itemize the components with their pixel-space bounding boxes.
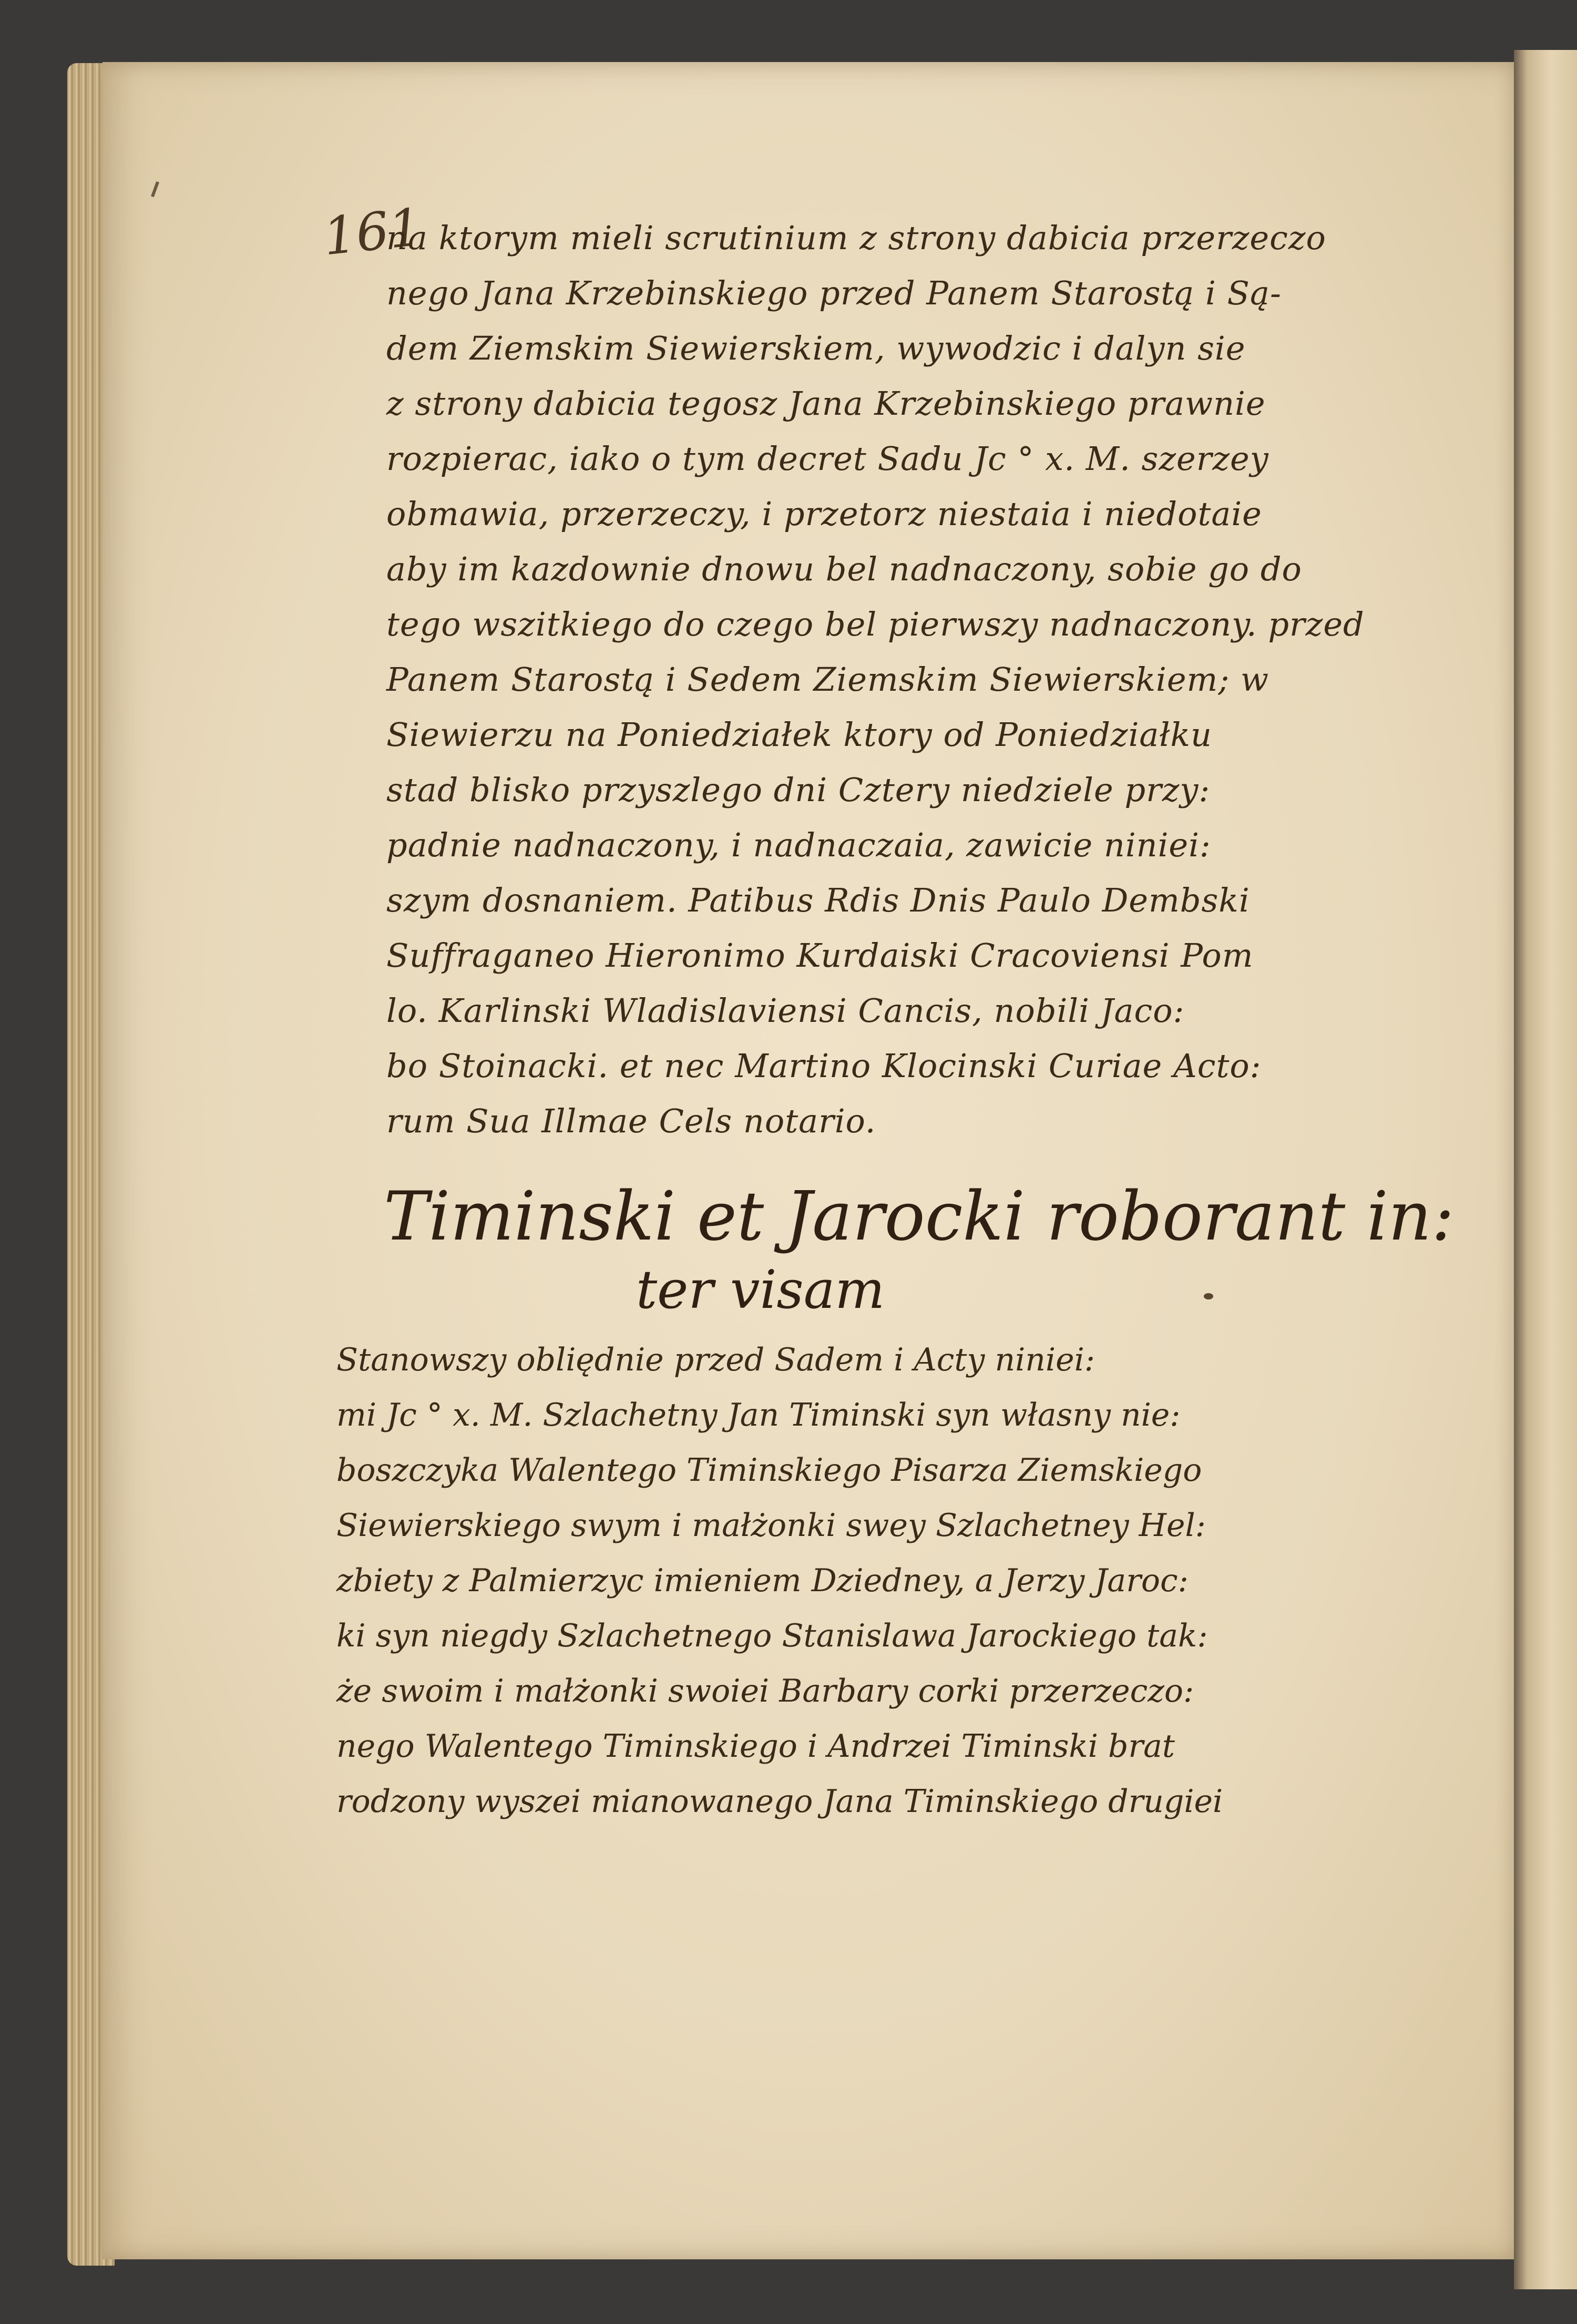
text-line: boszczyka Walentego Timinskiego Pisarza Ziemskiego — [336, 1452, 1202, 1489]
text-line: że swoim i małżonki swoiei Barbary corki przerzeczo: — [336, 1673, 1194, 1709]
text-line: rodzony wyszei mianowanego Jana Timinskiego drugiei — [336, 1783, 1223, 1820]
entry-heading: Timinski et Jarocki roborant in: — [384, 1178, 1455, 1256]
text-line: nego Walentego Timinskiego i Andrzei Timinski brat — [336, 1728, 1175, 1765]
text-line: ki syn niegdy Szlachetnego Stanislawa Jarockiego tak: — [336, 1617, 1208, 1654]
text-line: stad blisko przyszlego dni Cztery niedziele przy: — [386, 771, 1211, 809]
text-line: Suffraganeo Hieronimo Kurdaiski Cracoviensi Pom — [386, 936, 1254, 975]
text-line: lo. Karlinski Wladislaviensi Cancis, nobili Jaco: — [386, 991, 1185, 1030]
text-line: szym dosnaniem. Patibus Rdis Dnis Paulo Dembski — [386, 881, 1250, 919]
text-line: zbiety z Palmierzyc imieniem Dziedney, a Jerzy Jaroc: — [336, 1562, 1189, 1599]
ink-blot — [1204, 1293, 1213, 1299]
text-line: rum Sua Illmae Cels notario. — [386, 1102, 876, 1140]
text-line: nego Jana Krzebinskiego przed Panem Starostą i Są- — [386, 274, 1282, 312]
text-line: Siewierskiego swym i małżonki swey Szlachetney Hel: — [336, 1507, 1206, 1544]
text-line: z strony dabicia tegosz Jana Krzebinskiego prawnie — [386, 384, 1266, 423]
text-line: rozpierac, iako o tym decret Sadu Jc ° x. M. szerzey — [386, 439, 1269, 478]
text-line: Siewierzu na Poniedziałek ktory od Poniedziałku — [386, 715, 1212, 754]
page-number: 161 — [320, 197, 425, 268]
text-line: obmawia, przerzeczy, i przetorz niestaia i niedotaie — [386, 495, 1262, 533]
text-line: Panem Starostą i Sedem Ziemskim Siewierskiem; w — [386, 660, 1269, 699]
text-line: Stanowszy obliędnie przed Sadem i Acty niniei: — [336, 1342, 1095, 1378]
text-line: padnie nadnaczony, i nadnaczaia, zawicie niniei: — [386, 826, 1211, 864]
text-line: mi Jc ° x. M. Szlachetny Jan Timinski syn własny nie: — [336, 1397, 1181, 1434]
text-line: tego wszitkiego do czego bel pierwszy nadnaczony. przed — [386, 605, 1365, 643]
text-block-lower — [336, 1333, 1335, 1829]
text-line: aby im kazdownie dnowu bel nadnaczony, sobie go do — [386, 550, 1302, 588]
text-line: dem Ziemskim Siewierskiem, wywodzic i dalyn sie — [386, 329, 1246, 367]
text-block-upper — [386, 210, 1365, 1149]
text-line: na ktorym mieli scrutinium z strony dabicia przerzeczo — [386, 219, 1326, 257]
text-line: bo Stoinacki. et nec Martino Klocinski Curiae Acto: — [386, 1047, 1262, 1085]
binding-gutter — [1514, 50, 1577, 2289]
entry-heading-continuation: ter visam — [636, 1259, 885, 1320]
